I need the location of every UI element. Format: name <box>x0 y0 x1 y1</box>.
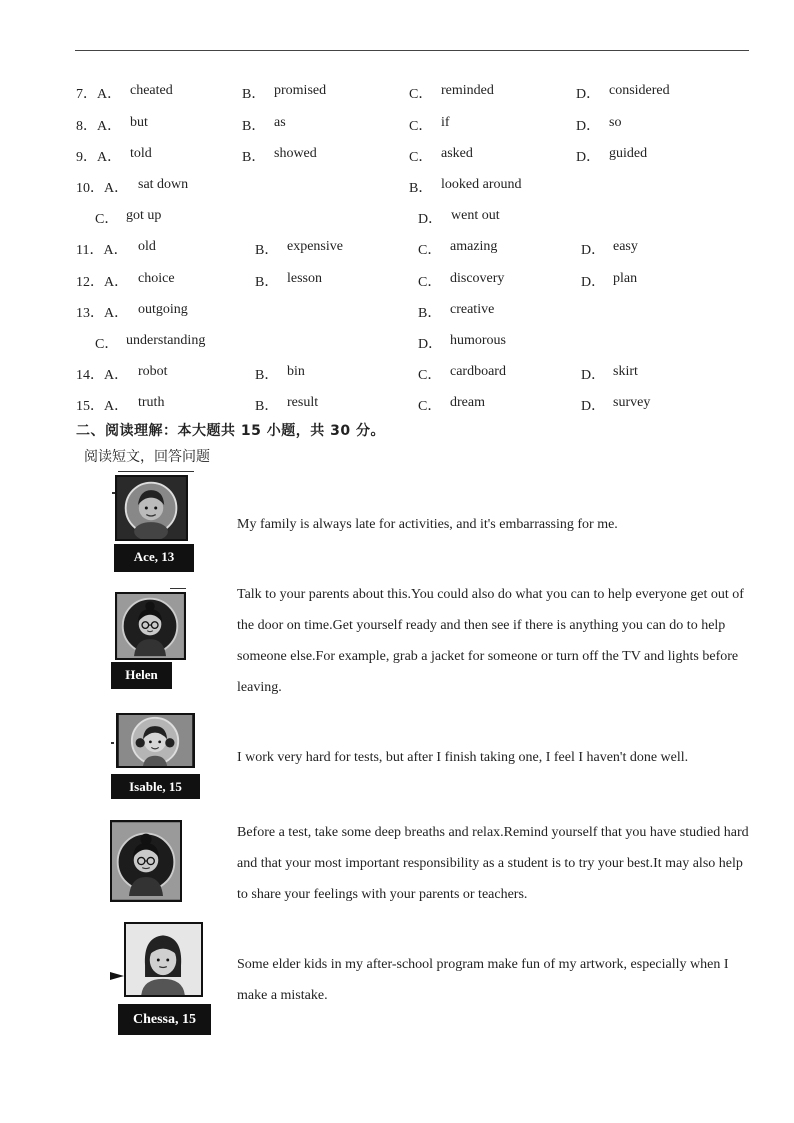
option-c-label: C． <box>409 87 433 102</box>
girl-pigtails-portrait-icon <box>118 715 193 766</box>
question-row-13 <box>0 302 794 322</box>
question-row-15 <box>0 395 794 415</box>
question-number: 15．A． <box>76 399 129 414</box>
option-d-label: D． <box>576 119 601 134</box>
option-d: plan <box>613 271 638 286</box>
question-number: 9．A． <box>76 150 122 165</box>
option-a: but <box>130 115 148 130</box>
option-d: went out <box>451 208 500 223</box>
option-a: choice <box>138 271 175 286</box>
option-c-label: C． <box>418 399 442 414</box>
question-row-14 <box>0 364 794 384</box>
name-tag: Ace, 13 <box>114 544 194 572</box>
option-d: so <box>609 115 622 130</box>
option-b-label: B． <box>255 399 279 414</box>
option-c-label: C． <box>95 337 119 352</box>
question-row-8 <box>0 115 794 135</box>
option-d: considered <box>609 83 670 98</box>
option-c: discovery <box>450 271 505 286</box>
option-b-label: B． <box>409 181 433 196</box>
option-c-label: C． <box>409 119 433 134</box>
question-number: 8．A． <box>76 119 122 134</box>
option-a: outgoing <box>138 302 188 317</box>
option-c-label: C． <box>418 243 442 258</box>
name-tag: Helen <box>111 662 172 689</box>
option-b: as <box>274 115 286 130</box>
scan-mark <box>118 471 194 472</box>
option-c-label: C． <box>418 368 442 383</box>
option-d: guided <box>609 146 648 161</box>
avatar-advisor <box>110 820 182 902</box>
option-d-label: D． <box>576 150 601 165</box>
option-b-label: B． <box>255 368 279 383</box>
option-c: amazing <box>450 239 498 254</box>
section-instruction: 阅读短文，回答问题 <box>84 449 210 465</box>
option-b: bin <box>287 364 305 379</box>
paragraph-isable: I work very hard for tests, but after I finish taking one, I feel I haven't done well. <box>237 750 689 765</box>
question-row-13-cont <box>0 333 794 353</box>
option-b: lesson <box>287 271 322 286</box>
option-a: told <box>130 146 152 161</box>
avatar-helen <box>115 592 186 660</box>
option-c-label: C． <box>409 150 433 165</box>
option-b-label: B． <box>242 150 266 165</box>
option-c: asked <box>441 146 473 161</box>
option-d-label: D． <box>581 399 606 414</box>
option-a: robot <box>138 364 168 379</box>
option-d-label: D． <box>581 368 606 383</box>
paragraph-ace: My family is always late for activities, and it's embarrassing for me. <box>237 517 618 532</box>
question-row-10-cont <box>0 208 794 228</box>
option-b: result <box>287 395 319 410</box>
question-number: 10．A． <box>76 181 129 196</box>
option-b: expensive <box>287 239 343 254</box>
option-a: sat down <box>138 177 189 192</box>
question-row-12 <box>0 271 794 291</box>
option-d: survey <box>613 395 651 410</box>
option-a: old <box>138 239 156 254</box>
option-d: humorous <box>450 333 506 348</box>
option-a: truth <box>138 395 165 410</box>
avatar-chessa <box>124 922 203 997</box>
question-row-11 <box>0 239 794 259</box>
option-c: cardboard <box>450 364 506 379</box>
option-d-label: D． <box>576 87 601 102</box>
option-b: looked around <box>441 177 522 192</box>
question-number: 14．A． <box>76 368 129 383</box>
name-tag: Chessa, 15 <box>118 1004 211 1035</box>
option-c: got up <box>126 208 162 223</box>
option-b: creative <box>450 302 495 317</box>
option-c-label: C． <box>95 212 119 227</box>
scan-mark <box>111 742 114 744</box>
scan-mark <box>170 588 186 589</box>
option-d-label: D． <box>418 212 443 227</box>
question-row-7 <box>0 83 794 103</box>
section-title: 二、阅读理解：本大题共 15 小题，共 30 分。 <box>76 423 385 439</box>
name-tag: Isable, 15 <box>111 774 200 799</box>
option-b-label: B． <box>255 243 279 258</box>
boy-portrait-icon <box>117 477 186 539</box>
woman-glasses-portrait-icon <box>112 822 180 900</box>
question-number: 13．A． <box>76 306 129 321</box>
option-c: dream <box>450 395 485 410</box>
avatar-isable <box>116 713 195 768</box>
question-number: 11．A． <box>76 243 128 258</box>
option-b: showed <box>274 146 317 161</box>
paragraph-chessa: Some elder kids in my after-school program make fun of my artwork, especially when I make a mistake. <box>237 957 729 1003</box>
option-b-label: B． <box>242 119 266 134</box>
question-row-10 <box>0 177 794 197</box>
question-number: 7．A． <box>76 87 122 102</box>
option-b: promised <box>274 83 327 98</box>
paragraph-advisor: Before a test, take some deep breaths and relax.Remind yourself that you have studied hard and that your most important responsibility as a student is to try your best.It may also help to share your feelings with your parents or teachers. <box>237 825 749 902</box>
option-d: easy <box>613 239 638 254</box>
option-c: reminded <box>441 83 494 98</box>
option-d-label: D． <box>418 337 443 352</box>
option-c: understanding <box>126 333 206 348</box>
option-d-label: D． <box>581 275 606 290</box>
question-row-9 <box>0 146 794 166</box>
option-c: if <box>441 115 450 130</box>
avatar-ace <box>115 475 188 541</box>
woman-portrait-icon <box>126 924 201 995</box>
option-d: skirt <box>613 364 638 379</box>
option-b-label: B． <box>418 306 442 321</box>
option-d-label: D． <box>581 243 606 258</box>
pointer-arrow-icon <box>110 970 124 982</box>
woman-glasses-portrait-icon <box>117 594 184 658</box>
option-b-label: B． <box>255 275 279 290</box>
option-b-label: B． <box>242 87 266 102</box>
question-number: 12．A． <box>76 275 129 290</box>
header-rule <box>75 50 749 51</box>
option-a: cheated <box>130 83 173 98</box>
option-c-label: C． <box>418 275 442 290</box>
paragraph-helen: Talk to your parents about this.You could also do what you can to help everyone get out of the door on time.Get yourself ready and then see if there is anything you can do to help someone else.For example, grab a jacket for someone or turn off the TV and lights before leaving. <box>237 587 744 695</box>
